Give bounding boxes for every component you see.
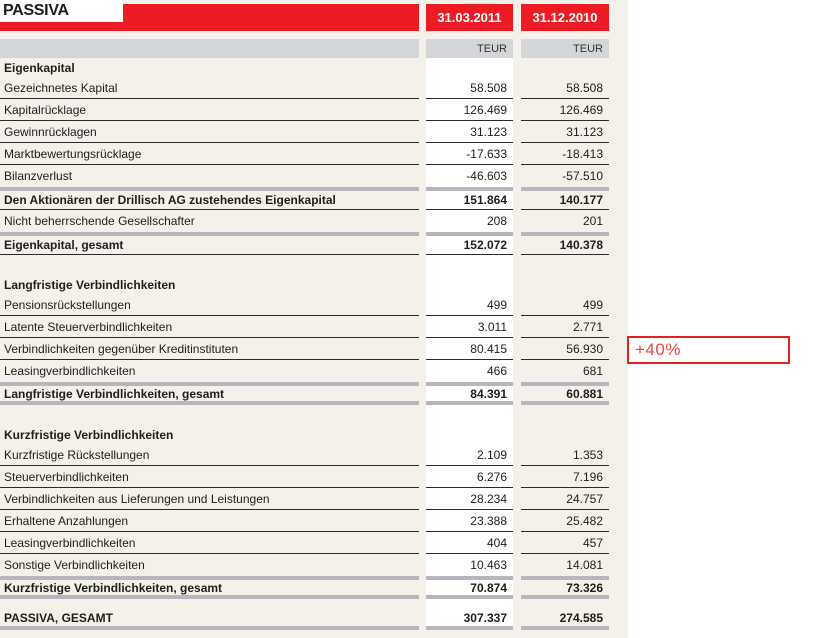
column-gap (419, 466, 426, 488)
unit-label-col2: TEUR (521, 39, 609, 58)
value-col1: 3.011 (426, 316, 513, 338)
table-row (0, 425, 628, 444)
table-row (0, 488, 628, 510)
value-col2: 681 (582, 364, 603, 378)
value-col2: 7.196 (521, 466, 609, 488)
table-row (0, 77, 628, 99)
column-gap (513, 510, 521, 532)
value-col1: 466 (426, 360, 513, 382)
value-col1: 404 (426, 532, 513, 554)
value-col2: 2.771 (521, 316, 609, 338)
value-col2: 274.585 (521, 609, 609, 630)
value-col2 (521, 255, 609, 275)
column-gap (513, 143, 521, 165)
column-header-date-1: 31.03.2011 (426, 4, 513, 31)
row-label: Den Aktionären der Drillisch AG zustehendes Eigenkapital (0, 187, 419, 210)
table-row (0, 338, 628, 360)
column-gap (513, 382, 521, 405)
value-col1: 80.415 (426, 338, 513, 360)
column-gap (513, 599, 521, 609)
table-row (0, 210, 628, 232)
table-row (0, 554, 628, 576)
value-col2: 58.508 (521, 77, 609, 99)
value-col1: 23.388 (426, 510, 513, 532)
column-gap (419, 599, 426, 609)
table-row (0, 143, 628, 165)
value-col2: 73.326 (521, 576, 609, 599)
row-label: Gewinnrücklagen (0, 121, 419, 143)
table-row (0, 609, 628, 630)
value-col1: 10.463 (426, 554, 513, 576)
column-gap (513, 466, 521, 488)
row-tail (609, 532, 628, 554)
value-col2 (521, 275, 609, 294)
column-gap (419, 77, 426, 99)
row-tail (609, 121, 628, 143)
row-label: Nicht beherrschende Gesellschafter (4, 214, 195, 228)
row-tail (609, 405, 628, 425)
value-col2: 140.378 (521, 232, 609, 255)
value-col1: 31.123 (426, 121, 513, 143)
row-tail (609, 466, 628, 488)
value-col2: 126.469 (521, 99, 609, 121)
value-col1 (426, 425, 513, 444)
column-gap (513, 554, 521, 576)
column-gap (419, 488, 426, 510)
column-gap (513, 58, 521, 77)
table-row (0, 532, 628, 554)
value-col1 (426, 599, 513, 609)
column-gap (419, 382, 426, 405)
row-tail (609, 576, 628, 599)
table-row (0, 255, 628, 275)
column-gap (513, 425, 521, 444)
value-col2: 14.081 (566, 558, 603, 572)
column-gap (513, 532, 521, 554)
column-header-date-2: 31.12.2010 (521, 4, 609, 31)
annotation-box (627, 336, 790, 364)
row-label: Verbindlichkeiten aus Lieferungen und Leistungen (0, 488, 419, 510)
column-gap (513, 210, 521, 232)
column-gap (513, 405, 521, 425)
value-col2: 140.177 (521, 187, 609, 210)
row-tail (609, 99, 628, 121)
row-tail (609, 275, 628, 294)
value-col2: -57.510 (562, 169, 603, 183)
row-label: Sonstige Verbindlichkeiten (4, 558, 145, 572)
value-col2 (521, 405, 609, 425)
column-gap (419, 510, 426, 532)
row-label: Langfristige Verbindlichkeiten, gesamt (0, 382, 419, 405)
row-tail (609, 338, 628, 360)
value-col1: 499 (426, 294, 513, 316)
row-tail (609, 360, 628, 382)
row-label: PASSIVA, GESAMT (0, 609, 419, 630)
column-gap (513, 77, 521, 99)
annotation-text: +40% (635, 340, 681, 359)
row-tail (609, 58, 628, 77)
unit-strip (0, 39, 419, 58)
table-row (0, 444, 628, 466)
column-gap (513, 187, 521, 210)
column-gap (419, 338, 426, 360)
row-label: Kapitalrücklage (0, 99, 419, 121)
value-col2 (521, 58, 609, 77)
value-col2: 60.881 (521, 382, 609, 405)
column-gap (419, 576, 426, 599)
table-row (0, 382, 628, 405)
value-col2: -18.413 (521, 143, 609, 165)
value-col2: 24.757 (521, 488, 609, 510)
row-label: Marktbewertungsrücklage (0, 143, 419, 165)
column-gap (513, 338, 521, 360)
row-tail (609, 316, 628, 338)
column-gap (419, 121, 426, 143)
column-gap (513, 444, 521, 466)
table-row (0, 58, 628, 77)
column-gap (419, 554, 426, 576)
column-gap (513, 121, 521, 143)
column-gap (513, 255, 521, 275)
row-label: Gezeichnetes Kapital (0, 77, 419, 99)
column-gap (419, 405, 426, 425)
column-gap (513, 294, 521, 316)
value-col2 (521, 425, 609, 444)
column-gap (419, 58, 426, 77)
column-gap (419, 275, 426, 294)
column-gap (419, 255, 426, 275)
page-title: PASSIVA (3, 2, 69, 19)
balance-sheet-table (0, 58, 628, 630)
table-row (0, 405, 628, 425)
value-col1: -46.603 (426, 165, 513, 187)
row-label: Kurzfristige Verbindlichkeiten, gesamt (0, 576, 419, 599)
table-row (0, 187, 628, 210)
column-gap (513, 316, 521, 338)
value-col1: 58.508 (426, 77, 513, 99)
row-label: Leasingverbindlichkeiten (4, 364, 136, 378)
value-col1: 6.276 (426, 466, 513, 488)
row-label (0, 255, 419, 275)
row-tail (609, 143, 628, 165)
table-row (0, 599, 628, 609)
table-row (0, 275, 628, 294)
column-gap (513, 360, 521, 382)
value-col2: 31.123 (521, 121, 609, 143)
table-row (0, 360, 628, 382)
value-col1: 152.072 (426, 232, 513, 255)
value-col1: 70.874 (426, 576, 513, 599)
row-tail (609, 609, 628, 630)
column-gap (513, 165, 521, 187)
value-col2: 1.353 (521, 444, 609, 466)
value-col1: -17.633 (426, 143, 513, 165)
column-gap (419, 532, 426, 554)
row-label (0, 599, 419, 609)
column-gap (419, 360, 426, 382)
row-tail (609, 599, 628, 609)
table-row (0, 510, 628, 532)
table-row (0, 232, 628, 255)
row-tail (609, 77, 628, 99)
table-row (0, 121, 628, 143)
row-label: Bilanzverlust (4, 169, 73, 183)
row-label: Kurzfristige Rückstellungen (0, 444, 419, 466)
value-col2: 457 (521, 532, 609, 554)
column-gap (513, 488, 521, 510)
column-gap (513, 576, 521, 599)
column-gap (419, 444, 426, 466)
table-row (0, 316, 628, 338)
value-col1: 208 (426, 210, 513, 232)
table-row (0, 165, 628, 187)
value-col1 (426, 275, 513, 294)
row-tail (609, 444, 628, 466)
table-row (0, 99, 628, 121)
unit-label-col1: TEUR (426, 39, 513, 58)
column-gap (419, 232, 426, 255)
row-tail (609, 232, 628, 255)
value-col1 (426, 58, 513, 77)
column-gap (419, 143, 426, 165)
row-label: Eigenkapital, gesamt (0, 232, 419, 255)
value-col2: 499 (521, 294, 609, 316)
value-col1 (426, 255, 513, 275)
value-col2: 56.930 (521, 338, 609, 360)
value-col2: 201 (582, 214, 603, 228)
row-label: Leasingverbindlichkeiten (0, 532, 419, 554)
row-label: Latente Steuerverbindlichkeiten (0, 316, 419, 338)
column-gap (513, 232, 521, 255)
value-col1: 28.234 (426, 488, 513, 510)
value-col2 (521, 599, 609, 609)
row-tail (609, 554, 628, 576)
value-col1: 84.391 (426, 382, 513, 405)
row-tail (609, 425, 628, 444)
row-label: Kurzfristige Verbindlichkeiten (4, 427, 174, 442)
row-label: Langfristige Verbindlichkeiten (4, 277, 176, 292)
row-tail (609, 510, 628, 532)
value-col1: 126.469 (426, 99, 513, 121)
column-gap (419, 99, 426, 121)
column-gap (513, 275, 521, 294)
row-tail (609, 255, 628, 275)
column-gap (419, 210, 426, 232)
row-label (0, 405, 419, 425)
row-label: Pensionsrückstellungen (0, 294, 419, 316)
column-gap (419, 187, 426, 210)
table-row (0, 466, 628, 488)
column-gap (419, 294, 426, 316)
column-gap (419, 316, 426, 338)
row-label: Verbindlichkeiten gegenüber Kreditinstituten (0, 338, 419, 360)
page-title-box (0, 0, 123, 22)
value-col2: 25.482 (521, 510, 609, 532)
row-tail (609, 165, 628, 187)
value-col1: 307.337 (426, 609, 513, 630)
row-tail (609, 488, 628, 510)
column-gap (419, 165, 426, 187)
row-tail (609, 210, 628, 232)
row-label: Eigenkapital (4, 60, 75, 75)
row-tail (609, 187, 628, 210)
value-col1: 2.109 (426, 444, 513, 466)
row-label: Erhaltene Anzahlungen (0, 510, 419, 532)
value-col1: 151.864 (426, 187, 513, 210)
row-tail (609, 294, 628, 316)
column-gap (419, 609, 426, 630)
row-label: Steuerverbindlichkeiten (0, 466, 419, 488)
table-row (0, 294, 628, 316)
value-col1 (426, 405, 513, 425)
table-row (0, 576, 628, 599)
row-tail (609, 382, 628, 405)
column-gap (513, 609, 521, 630)
column-gap (513, 99, 521, 121)
column-gap (419, 425, 426, 444)
